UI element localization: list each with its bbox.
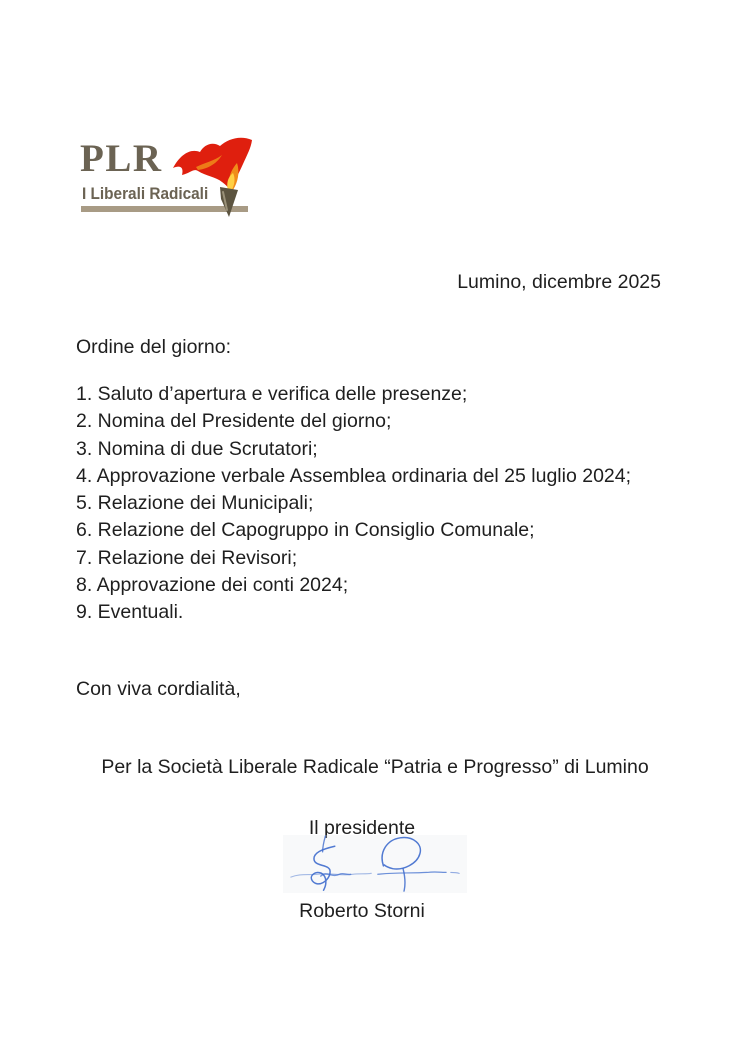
handwritten-signature-icon [283, 835, 467, 893]
agenda-item: 4. Approvazione verbale Assemblea ordinaria del 25 luglio 2024; [76, 464, 632, 487]
agenda-item: 3. Nomina di due Scrutatori; [76, 437, 318, 460]
agenda-item: 2. Nomina del Presidente del giorno; [76, 410, 392, 433]
signer-role: Il presidente [308, 817, 416, 839]
agenda-item: 1. Saluto d’apertura e verifica delle presenze; [76, 383, 468, 405]
agenda-item: 5. Relazione dei Municipali; [76, 492, 314, 515]
closing-salutation: Con viva cordialità, [76, 678, 241, 700]
agenda-item: 9. Eventuali. [76, 601, 184, 624]
signature-image [283, 835, 467, 893]
agenda-list [76, 381, 631, 627]
logo-acronym: PLR [80, 137, 163, 180]
signer-name: Roberto Storni [299, 900, 425, 922]
agenda-item: 6. Relazione del Capogruppo in Consiglio Comunale; [76, 519, 535, 542]
logo-subtitle: I Liberali Radicali [82, 185, 209, 203]
dateline: Lumino, dicembre 2025 [457, 271, 661, 293]
on-behalf-line: Per la Società Liberale Radicale “Patria e Progresso” di Lumino [101, 756, 649, 778]
torch-flame-icon [170, 135, 254, 219]
agenda-title: Ordine del giorno: [76, 336, 232, 358]
agenda-item: 8. Approvazione dei conti 2024; [76, 574, 349, 597]
agenda-item: 7. Relazione dei Revisori; [76, 546, 298, 569]
